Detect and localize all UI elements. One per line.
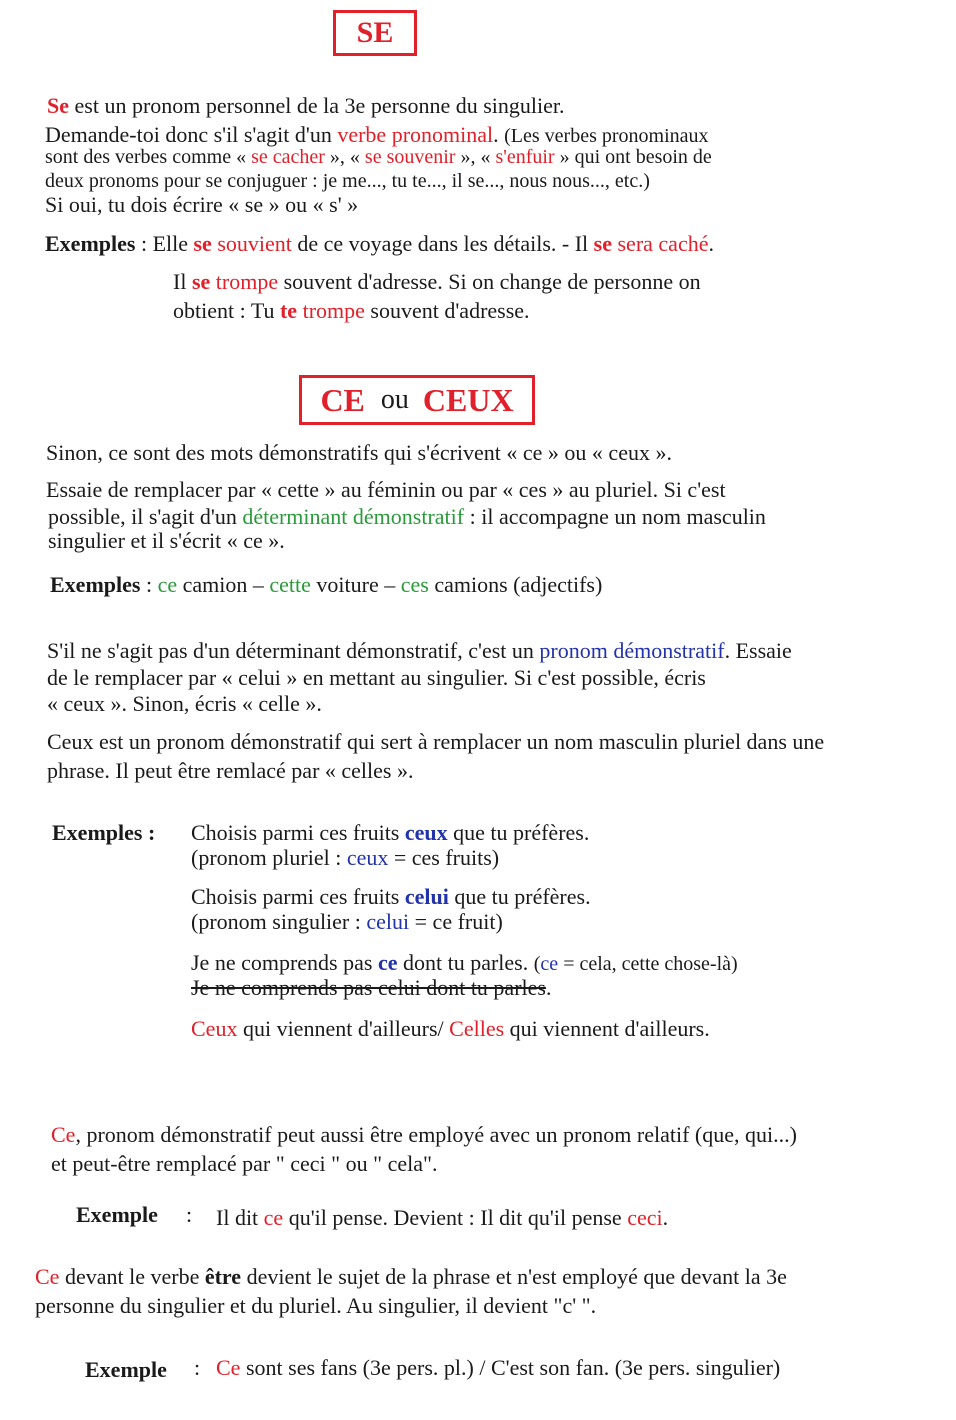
se-line-4: deux pronoms pour se conjuguer : je me..., tu te..., il se..., nous nous..., etc.) (45, 170, 650, 192)
rel-example-label: Exemple (76, 1202, 158, 1227)
ce-e4: (pronom singulier : celui = ce fruit) (191, 909, 503, 934)
ce-example: Exemples : ce camion – cette voiture – ces camions (adjectifs) (50, 572, 603, 597)
se-line-2: Demande-toi donc s'il s'agit d'un verbe pronominal. (Les verbes pronominaux (45, 122, 709, 147)
etre-example: Ce sont ses fans (3e pers. pl.) / C'est son fan. (3e pers. singulier) (216, 1355, 781, 1380)
etre-example-label: Exemple (85, 1357, 167, 1382)
rel-example-sep: : (186, 1202, 193, 1227)
etre-line-2: personne du singulier et du pluriel. Au singulier, il devient "c' ". (35, 1293, 597, 1318)
ce-e3: Choisis parmi ces fruits celui que tu préfères. (191, 884, 591, 909)
ce-q3: « ceux ». Sinon, écris « celle ». (47, 691, 322, 716)
ce-p4: singulier et il s'écrit « ce ». (48, 528, 285, 553)
title-ou: ou (380, 384, 409, 415)
se-example-2: Il se trompe souvent d'adresse. Si on change de personne on (173, 269, 701, 294)
ce-e5: Je ne comprends pas ce dont tu parles. (ce = cela, cette chose-là) (191, 950, 738, 975)
etre-example-sep: : (194, 1355, 201, 1380)
rel-line-1: Ce, pronom démonstratif peut aussi être employé avec un pronom relatif (que, qui...) (51, 1122, 797, 1147)
ce-p1: Sinon, ce sont des mots démonstratifs qui s'écrivent « ce » ou « ceux ». (46, 440, 672, 465)
se-line-5: Si oui, tu dois écrire « se » ou « s' » (45, 192, 359, 217)
title-se-box (333, 10, 417, 56)
se-example-1: Exemples : Elle se souvient de ce voyage dans les détails. - Il se sera caché. (45, 231, 714, 256)
ce-e6: Je ne comprends pas celui dont tu parles. (191, 975, 552, 1000)
se-example-3: obtient : Tu te trompe souvent d'adresse. (173, 298, 530, 323)
rel-line-2: et peut-être remplacé par " ceci " ou " cela". (51, 1151, 438, 1176)
ce-p3: possible, il s'agit d'un déterminant démonstratif : il accompagne un nom masculin (48, 504, 766, 529)
ce-p2: Essaie de remplacer par « cette » au féminin ou par « ces » au pluriel. Si c'est (46, 477, 726, 502)
ce-e1: Choisis parmi ces fruits ceux que tu préfères. (191, 820, 590, 845)
title-ce-box (299, 375, 535, 425)
title-se: SE (356, 16, 394, 49)
ce-q1: S'il ne s'agit pas d'un déterminant démonstratif, c'est un pronom démonstratif. Essaie (47, 638, 792, 663)
ce-q2: de le remplacer par « celui » en mettant au singulier. Si c'est possible, écris (47, 665, 706, 690)
title-ceux: CEUX (422, 381, 514, 418)
rel-example: Il dit ce qu'il pense. Devient : Il dit qu'il pense ceci. (216, 1205, 669, 1230)
se-line-3: sont des verbes comme « se cacher », « se souvenir », « s'enfuir » qui ont besoin de (45, 146, 712, 168)
se-line-1: Se est un pronom personnel de la 3e personne du singulier. (47, 93, 565, 118)
ce-q4: Ceux est un pronom démonstratif qui sert à remplacer un nom masculin pluriel dans une (47, 729, 825, 754)
ce-examples-label: Exemples : (52, 820, 156, 845)
ce-e2: (pronom pluriel : ceux = ces fruits) (191, 845, 500, 870)
etre-line-1: Ce devant le verbe être devient le sujet de la phrase et n'est employé que devant la 3e (35, 1264, 787, 1289)
ce-q5: phrase. Il peut être remlacé par « celles ». (47, 758, 414, 783)
title-ce: CE (320, 381, 365, 418)
ce-e7: Ceux qui viennent d'ailleurs/ Celles qui viennent d'ailleurs. (191, 1016, 710, 1041)
